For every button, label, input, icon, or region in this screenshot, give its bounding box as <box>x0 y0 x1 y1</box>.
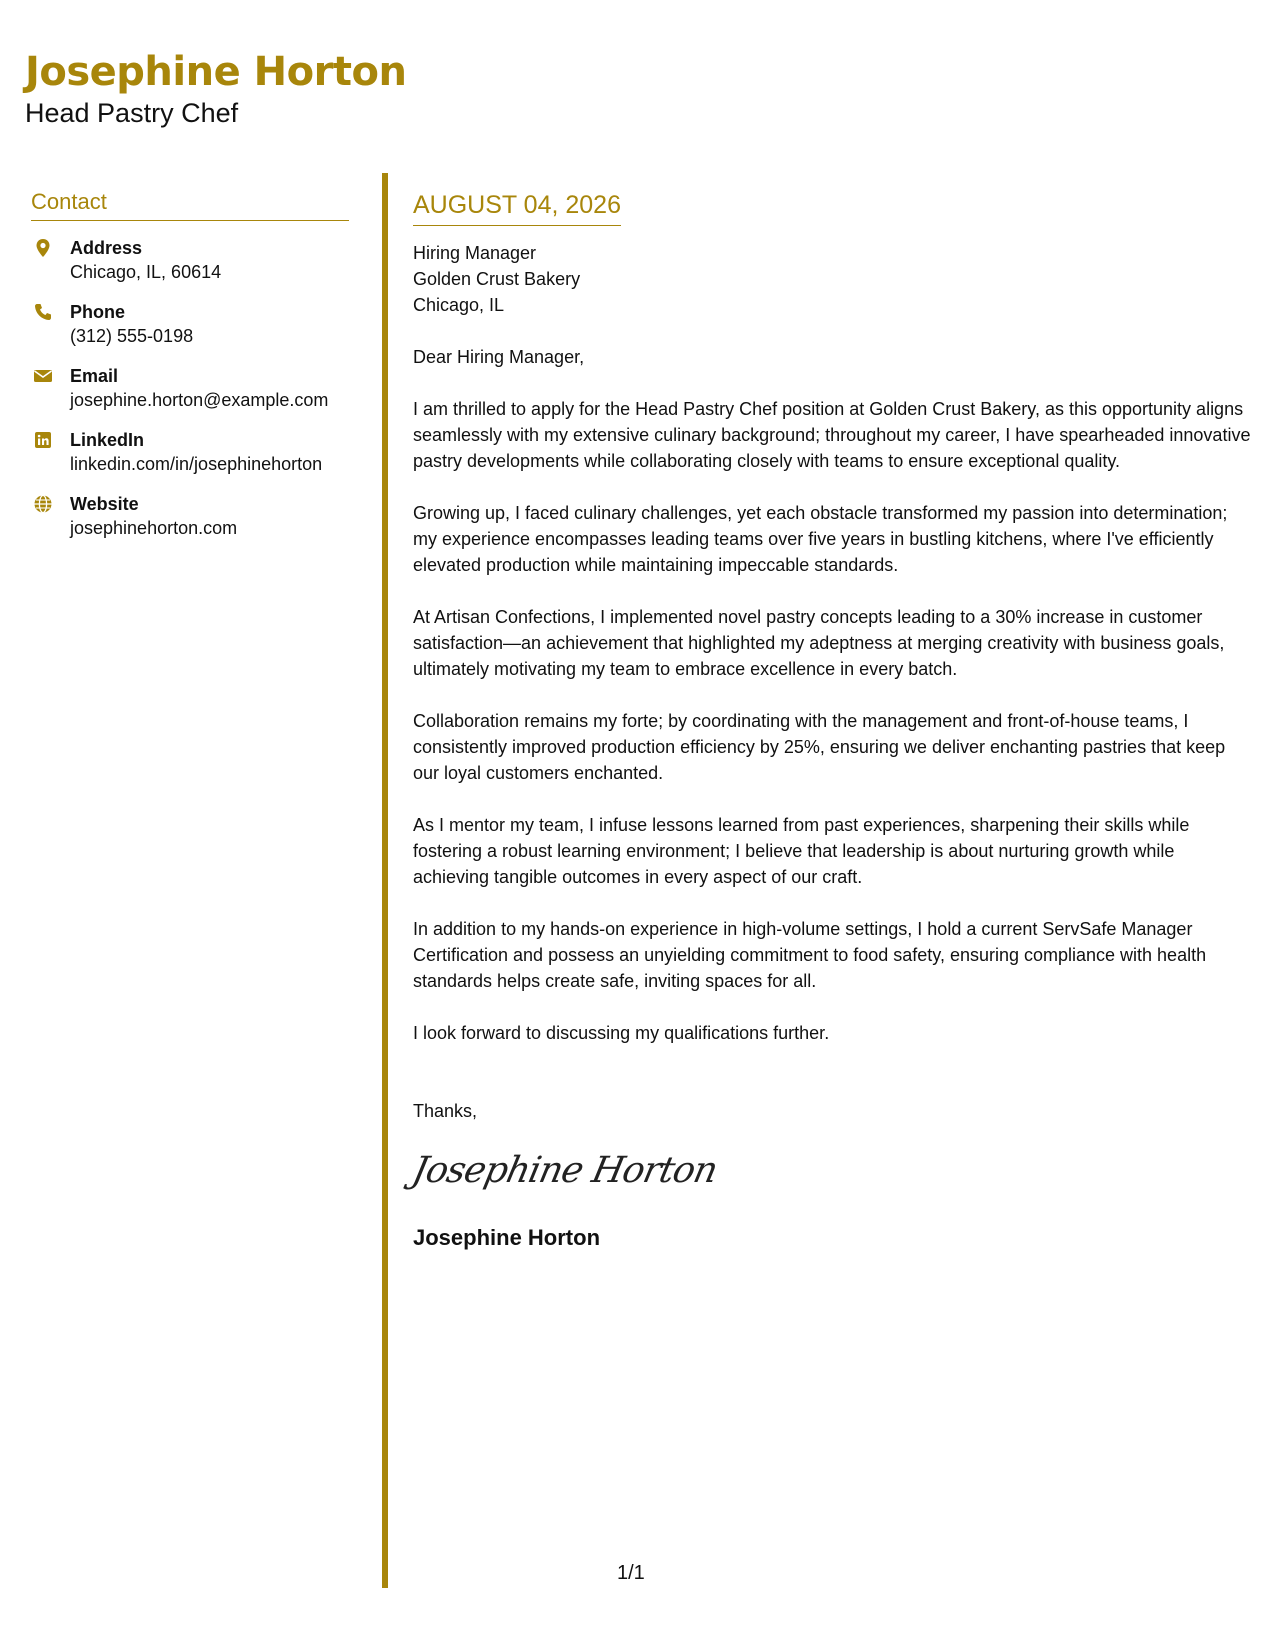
applicant-name: Josephine Horton <box>25 49 407 95</box>
contact-label: Website <box>70 494 139 514</box>
contact-value: josephine.horton@example.com <box>70 390 329 410</box>
contact-heading: Contact <box>31 188 349 221</box>
contact-label: Address <box>70 238 143 258</box>
column-divider <box>382 173 388 1588</box>
linkedin-icon <box>33 430 53 450</box>
greeting: Dear Hiring Manager, <box>413 347 585 367</box>
page-number: 1/1 <box>617 1562 645 1584</box>
paragraph: In addition to my hands-on experience in high-volume settings, I hold a current ServSafe Manager Certification and possess an unyielding commitment to food safety, ensuring compliance with health standards helps create safe, inviting spaces for all. <box>413 919 1207 991</box>
recipient-line: Chicago, IL <box>413 295 505 315</box>
recipient-block <box>413 240 1253 318</box>
contact-label: Email <box>70 366 119 386</box>
map-pin-icon <box>33 238 53 258</box>
contact-sidebar <box>31 188 349 541</box>
contact-label: Phone <box>70 302 126 322</box>
globe-icon <box>33 494 53 514</box>
signed-name: Josephine Horton <box>413 1225 601 1250</box>
envelope-icon <box>33 366 53 386</box>
contact-value: Chicago, IL, 60614 <box>70 262 222 282</box>
contact-value: (312) 555-0198 <box>70 326 194 346</box>
phone-icon <box>33 302 53 322</box>
recipient-line: Golden Crust Bakery <box>413 269 581 289</box>
resume-header <box>25 48 406 130</box>
contact-linkedin <box>31 429 349 477</box>
contact-address <box>31 237 349 285</box>
paragraph: As I mentor my team, I infuse lessons learned from past experiences, sharpening their skills while fostering a robust learning environment; I believe that leadership is about nurturing growth while achieving tangible outcomes in every aspect of our craft. <box>413 815 1190 887</box>
contact-value: josephinehorton.com <box>70 518 238 538</box>
letter-body <box>408 188 1253 1252</box>
contact-website <box>31 493 349 541</box>
signature: Josephine Horton <box>408 1150 721 1191</box>
applicant-title: Head Pastry Chef <box>25 98 239 128</box>
paragraph: Collaboration remains my forte; by coordinating with the management and front-of-house teams, I consistently improved production efficiency by 25%, ensuring we deliver enchanting pastries that keep our loyal customers enchanted. <box>413 711 1226 783</box>
recipient-line: Hiring Manager <box>413 243 537 263</box>
paragraph: At Artisan Confections, I implemented novel pastry concepts leading to a 30% increase in customer satisfaction—an achievement that highlighted my adeptness at merging creativity with business goals, ultimately motivating my team to embrace excellence in every batch. <box>413 607 1225 679</box>
paragraph: Growing up, I faced culinary challenges, yet each obstacle transformed my passion into determination; my experience encompasses leading teams over five years in bustling kitchens, where I've efficiently elevated production while maintaining impeccable standards. <box>413 503 1228 575</box>
contact-phone <box>31 301 349 349</box>
contact-label: LinkedIn <box>70 430 145 450</box>
contact-email <box>31 365 349 413</box>
closing: Thanks, <box>413 1101 478 1121</box>
contact-value: linkedin.com/in/josephinehorton <box>70 454 323 474</box>
letter-date: AUGUST 04, 2026 <box>413 188 621 226</box>
paragraph: I am thrilled to apply for the Head Pastry Chef position at Golden Crust Bakery, as this opportunity aligns seamlessly with my extensive culinary background; throughout my career, I have spearheaded innovative pastry developments while collaborating closely with teams to ensure exceptional quality. <box>413 399 1251 471</box>
paragraph: I look forward to discussing my qualifications further. <box>413 1023 830 1043</box>
